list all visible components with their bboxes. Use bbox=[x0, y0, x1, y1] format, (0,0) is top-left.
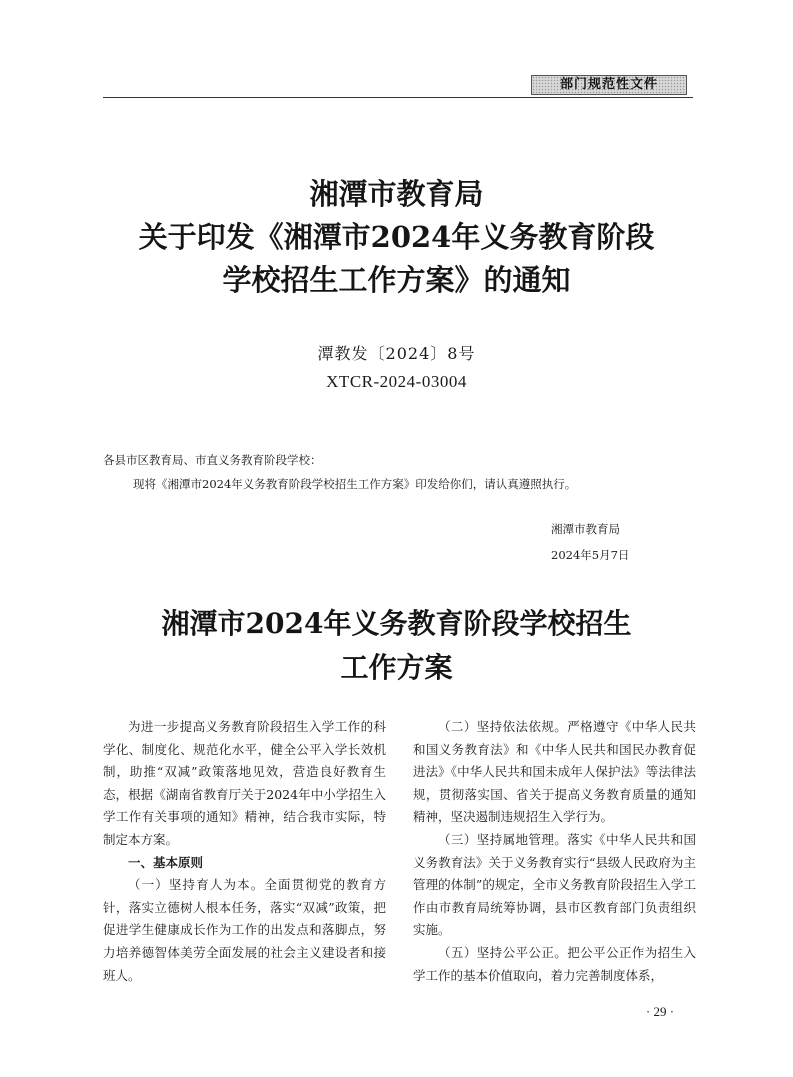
notice-title-line: 关于印发《湘潭市2024年义务教育阶段 bbox=[138, 220, 655, 254]
paragraph: （三）坚持属地管理。落实《中华人民共和国义务教育法》关于义务教育实行“县级人民政府为主管理的体制”的规定，全市义务教育阶段招生入学工作由市教育局统筹协调，县市区教育部门负责组织实施。 bbox=[413, 831, 696, 938]
page-number: · 29 · bbox=[645, 1004, 675, 1019]
paragraph: （五）坚持公平公正。把公平公正作为招生入学工作的基本价值取向，着力完善制度体系， bbox=[413, 944, 696, 983]
left-column bbox=[103, 716, 386, 987]
notice-title-line: 湘潭市教育局 bbox=[309, 177, 484, 211]
plan-title bbox=[90, 602, 703, 690]
plan-title-line: 工作方案 bbox=[340, 651, 453, 684]
section-tag: 部门规范性文件 bbox=[531, 75, 687, 95]
notice-title bbox=[90, 173, 703, 302]
notice-body: 现将《湘潭市2024年义务教育阶段学校招生工作方案》印发给你们，请认真遵照执行。 bbox=[133, 477, 577, 491]
right-column bbox=[413, 716, 696, 987]
issuer-signature: 湘潭市教育局 bbox=[551, 522, 620, 536]
header-divider bbox=[103, 97, 693, 98]
paragraph: （二）坚持依法依规。严格遵守《中华人民共和国义务教育法》和《中华人民共和国民办教育促进法》《中华人民共和国未成年人保护法》等法律法规，贯彻落实国、省关于提高义务教育质量的通知精神，坚决遏制违规招生入学行为。 bbox=[413, 719, 696, 825]
paragraph: 为进一步提高义务教育阶段招生入学工作的科学化、制度化、规范化水平，健全公平入学长效机制，助推“双减”政策落地见效，营造良好教育生态，根据《湖南省教育厅关于2024年中小学招生入学工作有关事项的通知》精神，结合我市实际，特制定本方案。 bbox=[103, 719, 386, 847]
addressee: 各县市区教育局、市直义务教育阶段学校： bbox=[103, 453, 322, 467]
document-number: 潭教发〔2024〕8号 bbox=[317, 344, 476, 363]
section-heading: 一、基本原则 bbox=[128, 854, 204, 870]
paragraph: （一）坚持育人为本。全面贯彻党的教育方针，落实立德树人根本任务，落实“双减”政策，把促进学生健康成长作为工作的出发点和落脚点，努力培养德智体美劳全面发展的社会主义建设者和接班人。 bbox=[103, 877, 386, 983]
notice-title-line: 学校招生工作方案》的通知 bbox=[222, 263, 571, 297]
issue-date: 2024年5月7日 bbox=[551, 548, 630, 562]
plan-title-line: 湘潭市2024年义务教育阶段学校招生 bbox=[161, 607, 632, 640]
registration-number: XTCR-2024-03004 bbox=[326, 372, 467, 391]
